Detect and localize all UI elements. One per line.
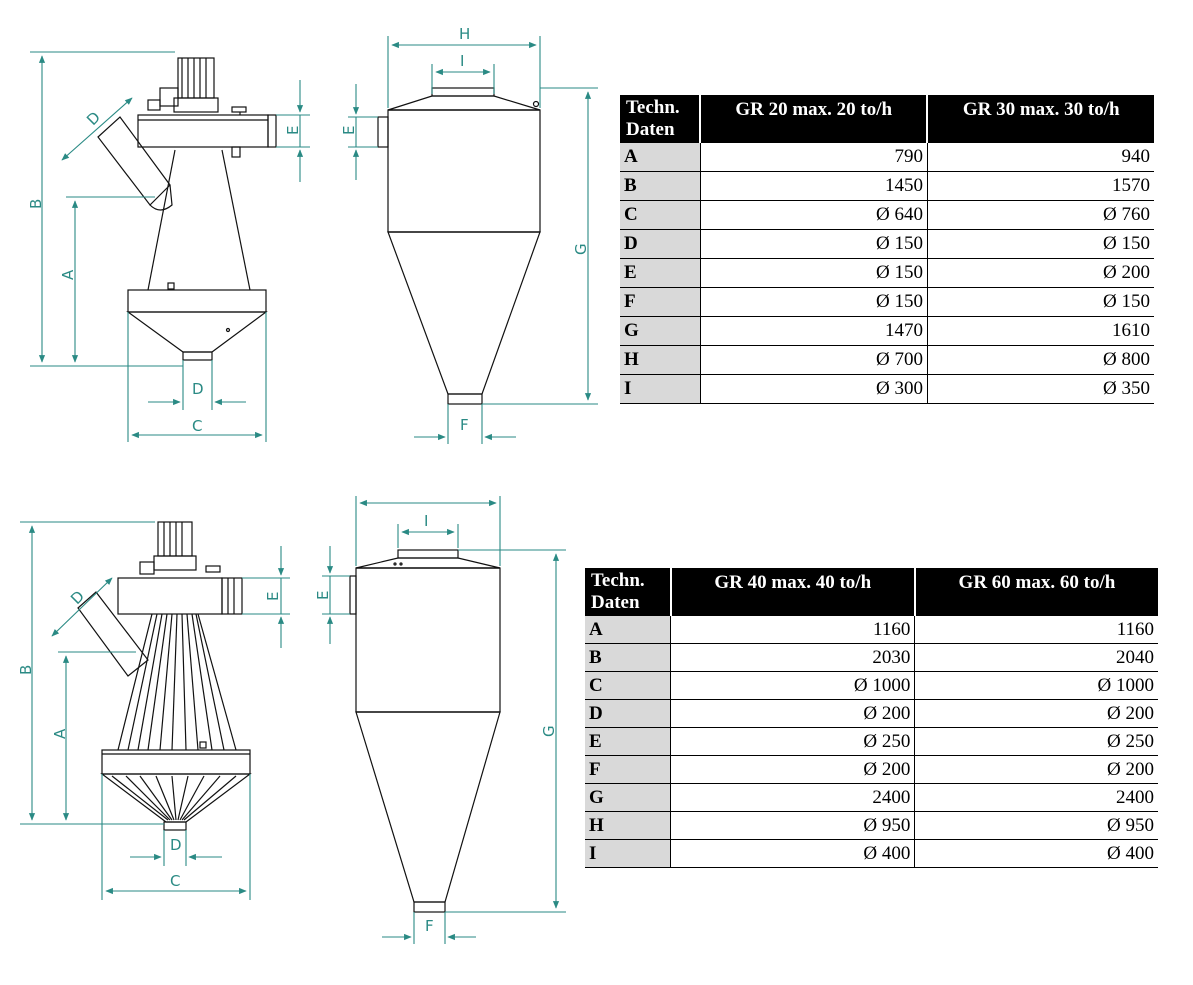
row-key: I — [585, 840, 671, 868]
label-d-diag-large: D — [67, 586, 89, 608]
header-gr20: GR 20 max. 20 to/h — [700, 95, 927, 143]
label-c-small: C — [192, 417, 203, 435]
cyclone-side-view-large — [78, 522, 250, 830]
row-value: Ø 200 — [671, 756, 915, 784]
table-row — [620, 375, 1154, 404]
row-key: A — [620, 143, 700, 172]
row-value: 1610 — [927, 317, 1154, 346]
label-d-small: D — [192, 380, 204, 398]
table-row — [585, 812, 1158, 840]
row-value: 790 — [700, 143, 927, 172]
row-value: Ø 150 — [927, 288, 1154, 317]
table-row — [585, 840, 1158, 868]
label-e-small: E — [284, 125, 302, 135]
label-g-large: G — [540, 725, 558, 737]
label-d-large: D — [170, 836, 182, 854]
table-row — [620, 230, 1154, 259]
dimensions-side-view-small — [30, 52, 310, 442]
row-key: F — [620, 288, 700, 317]
row-key: B — [620, 172, 700, 201]
row-key: I — [620, 375, 700, 404]
row-value: 2400 — [915, 784, 1158, 812]
table-row — [620, 259, 1154, 288]
table-header-row — [620, 95, 1154, 143]
row-value: Ø 250 — [671, 728, 915, 756]
row-key: D — [585, 700, 671, 728]
label-b-large: B — [17, 664, 35, 675]
row-key: E — [585, 728, 671, 756]
row-key: C — [585, 672, 671, 700]
row-value: Ø 200 — [915, 756, 1158, 784]
label-a-small: A — [59, 269, 77, 280]
row-key: B — [585, 644, 671, 672]
row-key: H — [585, 812, 671, 840]
header-gr60: GR 60 max. 60 to/h — [915, 568, 1158, 616]
row-key: E — [620, 259, 700, 288]
table-row — [585, 756, 1158, 784]
row-value: Ø 1000 — [671, 672, 915, 700]
row-value: Ø 250 — [915, 728, 1158, 756]
label-f-small: F — [460, 416, 469, 434]
table-row — [620, 288, 1154, 317]
row-value: 2040 — [915, 644, 1158, 672]
table-header-row — [585, 568, 1158, 616]
row-key: H — [620, 346, 700, 375]
row-value: Ø 950 — [915, 812, 1158, 840]
row-value: 1160 — [915, 616, 1158, 644]
dimension-labels-side-view-small — [27, 108, 302, 435]
row-value: Ø 150 — [700, 288, 927, 317]
row-value: Ø 400 — [915, 840, 1158, 868]
table-row — [585, 728, 1158, 756]
table-row — [585, 700, 1158, 728]
row-value: Ø 200 — [671, 700, 915, 728]
label-i-large: I — [424, 512, 429, 530]
row-value: 1450 — [700, 172, 927, 201]
row-value: Ø 800 — [927, 346, 1154, 375]
row-value: Ø 400 — [671, 840, 915, 868]
row-value: Ø 200 — [915, 700, 1158, 728]
row-value: Ø 760 — [927, 201, 1154, 230]
row-key: C — [620, 201, 700, 230]
row-value: Ø 640 — [700, 201, 927, 230]
row-value: 1160 — [671, 616, 915, 644]
row-value: Ø 150 — [700, 259, 927, 288]
row-value: Ø 200 — [927, 259, 1154, 288]
label-e-front-large: E — [314, 590, 332, 600]
row-value: 1470 — [700, 317, 927, 346]
header-gr30: GR 30 max. 30 to/h — [927, 95, 1154, 143]
row-value: Ø 950 — [671, 812, 915, 840]
row-value: Ø 1000 — [915, 672, 1158, 700]
row-value: Ø 350 — [927, 375, 1154, 404]
spec-table-gr20-gr30 — [620, 95, 1154, 404]
row-key: F — [585, 756, 671, 784]
label-d-diag-small: D — [83, 107, 105, 129]
label-h-small: H — [459, 25, 471, 43]
row-value: 1570 — [927, 172, 1154, 201]
label-i-small: I — [460, 52, 465, 70]
table-row — [585, 644, 1158, 672]
label-e-large: E — [264, 591, 282, 601]
dimensions-side-view-large — [20, 522, 290, 900]
row-key: G — [585, 784, 671, 812]
row-value: 2400 — [671, 784, 915, 812]
table-row — [620, 346, 1154, 375]
row-value: 940 — [927, 143, 1154, 172]
label-b-small: B — [27, 198, 45, 209]
label-c-large: C — [170, 872, 181, 890]
header-gr40: GR 40 max. 40 to/h — [671, 568, 915, 616]
table-row — [620, 317, 1154, 346]
label-e-front-small: E — [340, 125, 358, 135]
cyclone-front-view-large — [350, 550, 500, 912]
row-value: Ø 300 — [700, 375, 927, 404]
row-value: Ø 150 — [927, 230, 1154, 259]
spec-table-gr40-gr60 — [585, 568, 1158, 868]
table-row — [585, 672, 1158, 700]
table-row — [620, 172, 1154, 201]
row-key: A — [585, 616, 671, 644]
table-row — [585, 784, 1158, 812]
cyclone-front-view-small — [378, 88, 540, 404]
row-key: D — [620, 230, 700, 259]
label-f-large: F — [425, 917, 434, 935]
row-key: G — [620, 317, 700, 346]
row-value: Ø 150 — [700, 230, 927, 259]
row-value: Ø 700 — [700, 346, 927, 375]
table-row — [620, 143, 1154, 172]
label-a-large: A — [51, 728, 69, 739]
header-techn-daten: Techn. Daten — [585, 568, 671, 616]
dimensions-front-view-small — [348, 36, 598, 444]
row-value: 2030 — [671, 644, 915, 672]
table-row — [620, 201, 1154, 230]
dimension-labels-front-view-small — [340, 25, 590, 434]
label-g-small: G — [572, 243, 590, 255]
cyclone-side-view-small — [98, 58, 276, 360]
header-techn-daten: Techn. Daten — [620, 95, 700, 143]
table-row — [585, 616, 1158, 644]
